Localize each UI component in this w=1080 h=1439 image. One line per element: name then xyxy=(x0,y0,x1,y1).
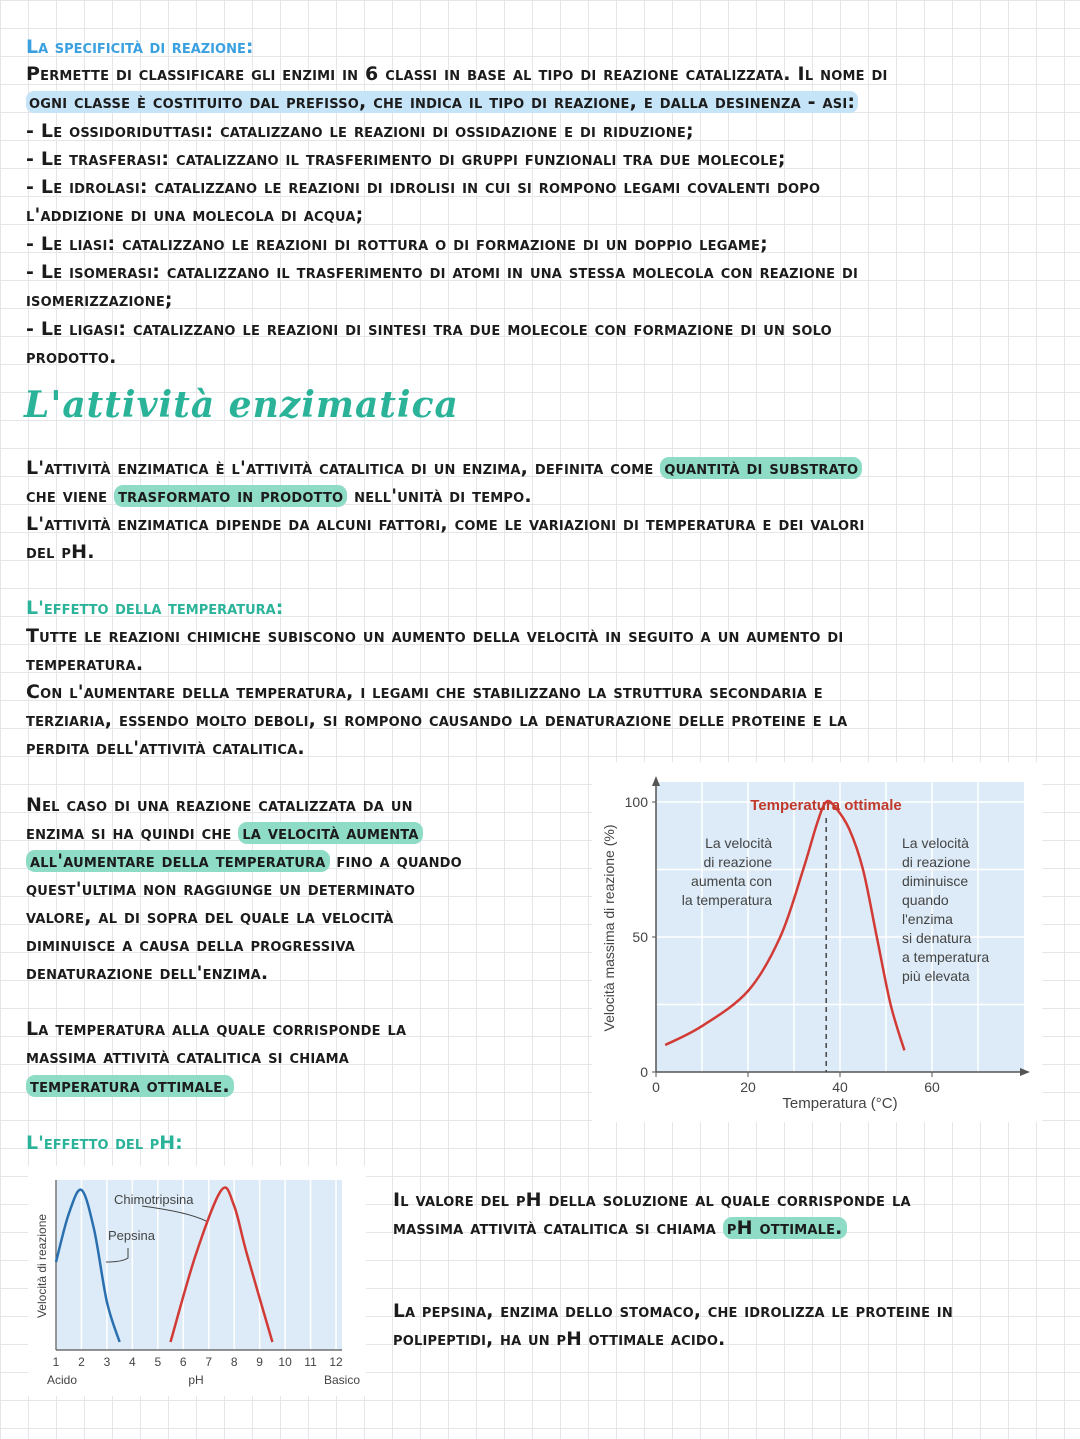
temperature-chart-svg xyxy=(592,762,1042,1122)
x-tick-label: 7 xyxy=(205,1355,213,1369)
y-tick-label: 100 xyxy=(624,794,648,810)
annotation-line: aumenta con xyxy=(691,873,772,889)
highlight: pH ottimale. xyxy=(723,1217,847,1239)
x-tick-label: 60 xyxy=(924,1079,940,1095)
text-line: quest'ultima non raggiunge un determinato xyxy=(26,878,416,900)
text-line: - Le ligasi: catalizzano le reazioni di sintesi tra due molecole con formazione di un solo xyxy=(26,318,832,340)
y-axis-arrow xyxy=(652,776,660,786)
text-line: massima attività catalitica si chiama xyxy=(26,1046,350,1068)
chart-title: Temperatura ottimale xyxy=(750,797,902,814)
y-axis-label: Velocità massima di reazione (%) xyxy=(601,824,617,1032)
x-tick-label: 6 xyxy=(179,1355,187,1369)
section-temperature-title: L'effetto della temperatura: xyxy=(26,597,284,619)
highlight: ogni classe è costituito dal prefisso, che indica il tipo di reazione, e dalla desinenza - asi: xyxy=(26,91,858,113)
x-axis-arrow xyxy=(1020,1068,1030,1076)
text-line: perdita dell'attività catalitica. xyxy=(26,737,305,759)
x-tick-label: 40 xyxy=(832,1079,848,1095)
text-line: - Le ossidoriduttasi: catalizzano le reazioni di ossidazione e di riduzione; xyxy=(26,120,694,142)
x-tick-label: 0 xyxy=(652,1079,660,1095)
annotation-line: la temperatura xyxy=(681,892,772,908)
x-tick-label: 11 xyxy=(304,1355,317,1369)
text-line: - Le liasi: catalizzano le reazioni di rottura o di formazione di un doppio legame; xyxy=(26,233,768,255)
highlight: la velocità aumenta xyxy=(238,822,422,844)
text-line: terziaria, essendo molto deboli, si rompono causando la denaturazione delle proteine e la xyxy=(26,709,848,731)
annotation-line: a temperatura xyxy=(902,949,990,965)
text-line: diminuisce a causa della progressiva xyxy=(26,934,356,956)
x-tick-label: 9 xyxy=(256,1355,263,1369)
annotation-line: si denatura xyxy=(902,930,972,946)
x-axis-label: pH xyxy=(188,1373,204,1387)
temperature-chart xyxy=(592,762,1042,1122)
text-line: prodotto. xyxy=(26,346,117,368)
highlight: trasformato in prodotto xyxy=(114,485,347,507)
x-tick-label: 12 xyxy=(329,1355,343,1369)
text-line: La temperatura alla quale corrisponde la xyxy=(26,1018,407,1040)
text-line xyxy=(393,1217,847,1239)
text-line: - Le isomerasi: catalizzano il trasferimento di atomi in una stessa molecola con reazione di xyxy=(26,261,859,283)
text-line xyxy=(26,485,532,507)
x-tick-label: 4 xyxy=(129,1355,136,1369)
text-fragment: enzima si ha quindi che xyxy=(26,822,232,844)
x-tick-label: 20 xyxy=(740,1079,756,1095)
text-line: La pepsina, enzima dello stomaco, che idrolizza le proteine in xyxy=(393,1301,953,1322)
highlight: quantità di substrato xyxy=(660,457,862,479)
highlight: all'aumentare della temperatura xyxy=(26,850,330,872)
text-fragment: fino a quando xyxy=(336,850,462,872)
annotation-line: di reazione xyxy=(703,854,772,870)
annotation-line: La velocità xyxy=(902,835,969,851)
highlight: temperatura ottimale. xyxy=(26,1075,234,1097)
y-tick-labels xyxy=(625,794,656,1080)
text-line xyxy=(26,850,462,872)
annotation-line: l'enzima xyxy=(902,911,953,927)
x-end-label-right: Basico xyxy=(323,1373,361,1387)
text-line: Permette di classificare gli enzimi in 6 classi in base al tipo di reazione catalizzata. Il nome di xyxy=(26,63,888,85)
text-line: Tutte le reazioni chimiche subiscono un aumento della velocità in seguito a un aumento di xyxy=(26,625,844,647)
x-tick-label: 5 xyxy=(154,1355,162,1369)
x-tick-label: 10 xyxy=(278,1355,292,1369)
text-line: del pH. xyxy=(26,541,95,563)
annotation-line: più elevata xyxy=(902,968,970,984)
text-line xyxy=(26,457,862,479)
y-axis-label: Velocità di reazione xyxy=(35,1213,49,1319)
text-line: valore, al di sopra del quale la velocità xyxy=(26,906,394,928)
text-fragment: che viene xyxy=(26,485,108,507)
text-line: denaturazione dell'enzima. xyxy=(26,962,269,984)
x-tick-label: 2 xyxy=(78,1355,85,1369)
text-line: Nel caso di una reazione catalizzata da un xyxy=(26,794,413,816)
annotation-line: diminuisce xyxy=(902,873,969,889)
annotation-line: La velocità xyxy=(705,835,772,851)
x-tick-labels xyxy=(53,1355,343,1369)
text-line: isomerizzazione; xyxy=(26,289,173,311)
text-line xyxy=(26,1075,234,1097)
text-fragment: nell'unità di tempo. xyxy=(354,485,532,507)
legend-chimotripsina: Chimotripsina xyxy=(114,1192,194,1207)
x-tick-label: 8 xyxy=(230,1355,238,1369)
text-line: l'addizione di una molecola di acqua; xyxy=(26,204,364,226)
text-line: - Le idrolasi: catalizzano le reazioni di idrolisi in cui si rompono legami covalenti dopo xyxy=(26,176,821,198)
x-axis-label: Temperatura (°C) xyxy=(782,1095,898,1112)
text-line: L'attività enzimatica dipende da alcuni fattori, come le variazioni di temperatura e dei valori xyxy=(26,513,865,535)
y-tick-label: 50 xyxy=(632,929,648,945)
text-line xyxy=(26,91,858,113)
text-fragment: L'attività enzimatica è l'attività catalitica di un enzima, definita come xyxy=(26,457,654,479)
text-line: Con l'aumentare della temperatura, i legami che stabilizzano la struttura secondaria e xyxy=(26,681,823,703)
text-line: Il valore del pH della soluzione al quale corrisponde la xyxy=(393,1189,911,1211)
section-enzyme-activity-title: L'attività enzimatica xyxy=(24,384,459,426)
text-fragment: massima attività catalitica si chiama xyxy=(393,1217,717,1239)
text-line: temperatura. xyxy=(26,653,144,675)
text-line: polipeptidi, ha un pH ottimale acido. xyxy=(393,1329,726,1350)
annotation-line: di reazione xyxy=(902,854,971,870)
ph-chart xyxy=(28,1166,366,1396)
y-tick-label: 0 xyxy=(640,1064,648,1080)
text-line: - Le trasferasi: catalizzano il trasferimento di gruppi funzionali tra due molecole; xyxy=(26,148,786,170)
ph-chart-svg xyxy=(28,1166,366,1396)
section-ph-title: L'effetto del pH: xyxy=(26,1132,183,1154)
x-tick-labels xyxy=(652,1072,940,1095)
x-tick-label: 1 xyxy=(52,1355,60,1369)
x-tick-label: 3 xyxy=(103,1355,111,1369)
legend-pepsina: Pepsina xyxy=(108,1228,155,1243)
section-specificity-title: La specificità di reazione: xyxy=(26,36,254,58)
annotation-line: quando xyxy=(902,892,949,908)
x-end-label-left: Acido xyxy=(46,1373,78,1387)
chart-plot-area xyxy=(56,1180,342,1350)
text-line xyxy=(26,822,423,844)
